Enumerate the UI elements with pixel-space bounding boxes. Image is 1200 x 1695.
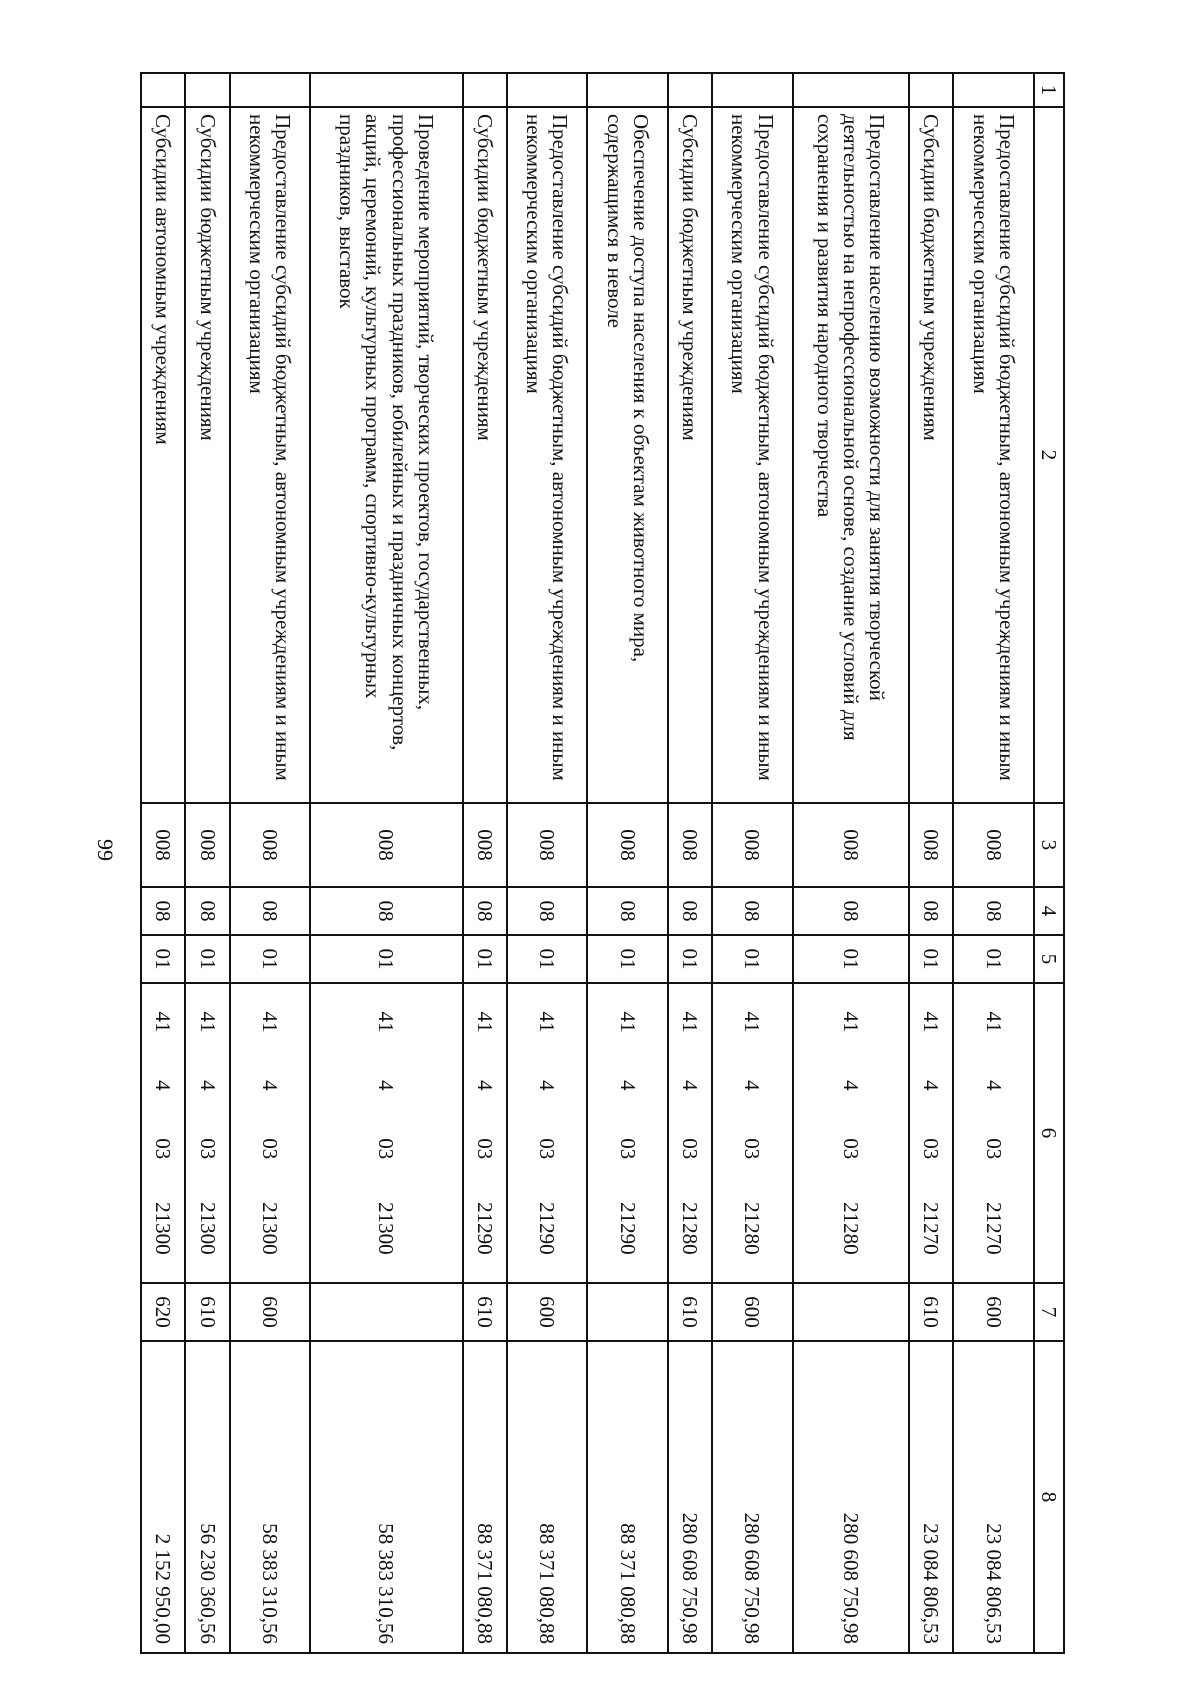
section-code: 08 [185, 887, 229, 935]
target-article-cell [793, 983, 909, 1283]
row-index-cell [185, 73, 229, 107]
expense-type-code: 600 [230, 1283, 310, 1341]
item-name: Субсидии бюджетным учреждениям [463, 107, 507, 803]
item-name: Предоставление субсидий бюджетным, автономным учреждениям и иным некоммерческим организациям [507, 107, 587, 803]
table-row [668, 73, 712, 1653]
target-article-cell [587, 983, 667, 1283]
row-index-cell [310, 73, 463, 107]
subprogram-code: 4 [615, 1080, 640, 1091]
table-row [230, 73, 310, 1653]
table-row [507, 73, 587, 1653]
expense-type-code [587, 1283, 667, 1341]
subprogram-code: 4 [919, 1080, 944, 1091]
amount: 58 383 310,56 [230, 1341, 310, 1653]
ministry-code: 008 [185, 803, 229, 887]
table-row [185, 73, 229, 1653]
item-name: Субсидии бюджетным учреждениям [668, 107, 712, 803]
event-code: 03 [678, 1138, 703, 1160]
budget-table-rotated [140, 72, 1065, 1652]
event-code: 03 [151, 1138, 176, 1160]
subsection-code: 01 [909, 935, 953, 983]
direction-code: 21270 [981, 1202, 1006, 1255]
section-code: 08 [141, 887, 185, 935]
amount: 2 152 950,00 [141, 1341, 185, 1653]
item-name: Предоставление населению возможности для занятия творческой деятельностью на непрофессиональной основе, создание условий для сохранения и развития народного творчества [793, 107, 909, 803]
program-code: 41 [535, 1011, 560, 1033]
subprogram-code: 4 [374, 1080, 399, 1091]
row-index-cell [141, 73, 185, 107]
amount: 280 608 750,98 [793, 1341, 909, 1653]
ministry-code: 008 [230, 803, 310, 887]
program-code: 41 [838, 1011, 863, 1033]
item-name: Проведение мероприятий, творческих проектов, государственных, профессиональных праздников, юбилейных и праздничных концертов, акций, церемоний, культурных программ, спортивно-культурных праздников, выставок [310, 107, 463, 803]
ministry-code: 008 [909, 803, 953, 887]
header-cell: 1 [1034, 73, 1064, 107]
subprogram-code: 4 [535, 1080, 560, 1091]
subprogram-code: 4 [258, 1080, 283, 1091]
section-code: 08 [953, 887, 1033, 935]
direction-code: 21280 [740, 1202, 765, 1255]
ministry-code: 008 [587, 803, 667, 887]
table-row [953, 73, 1033, 1653]
expense-type-code: 600 [712, 1283, 792, 1341]
subsection-code: 01 [310, 935, 463, 983]
section-code: 08 [712, 887, 792, 935]
target-article-cell [141, 983, 185, 1283]
event-code: 03 [919, 1138, 944, 1160]
subprogram-code: 4 [981, 1080, 1006, 1091]
table-row [909, 73, 953, 1653]
expense-type-code [793, 1283, 909, 1341]
page-number: 99 [93, 839, 118, 861]
row-index-cell [712, 73, 792, 107]
header-cell: 8 [1034, 1341, 1064, 1653]
section-code: 08 [507, 887, 587, 935]
row-index-cell [668, 73, 712, 107]
header-cell: 5 [1034, 935, 1064, 983]
table-row [793, 73, 909, 1653]
subprogram-code: 4 [678, 1080, 703, 1091]
ministry-code: 008 [310, 803, 463, 887]
subsection-code: 01 [141, 935, 185, 983]
item-name: Субсидии автономным учреждениям [141, 107, 185, 803]
item-name: Предоставление субсидий бюджетным, автономным учреждениям и иным некоммерческим организациям [953, 107, 1033, 803]
expense-type-code: 600 [507, 1283, 587, 1341]
ministry-code: 008 [507, 803, 587, 887]
subsection-code: 01 [668, 935, 712, 983]
subsection-code: 01 [587, 935, 667, 983]
subprogram-code: 4 [740, 1080, 765, 1091]
header-cell: 6 [1034, 983, 1064, 1283]
subsection-code: 01 [953, 935, 1033, 983]
direction-code: 21280 [678, 1202, 703, 1255]
row-index-cell [953, 73, 1033, 107]
program-code: 41 [615, 1011, 640, 1033]
program-code: 41 [919, 1011, 944, 1033]
event-code: 03 [740, 1138, 765, 1160]
event-code: 03 [615, 1138, 640, 1160]
ministry-code: 008 [141, 803, 185, 887]
program-code: 41 [981, 1011, 1006, 1033]
program-code: 41 [258, 1011, 283, 1033]
table-row [310, 73, 463, 1653]
program-code: 41 [374, 1011, 399, 1033]
subprogram-code: 4 [151, 1080, 176, 1091]
event-code: 03 [258, 1138, 283, 1160]
expense-type-code: 610 [909, 1283, 953, 1341]
event-code: 03 [472, 1138, 497, 1160]
program-code: 41 [740, 1011, 765, 1033]
expense-type-code: 600 [953, 1283, 1033, 1341]
target-article-cell [712, 983, 792, 1283]
target-article-cell [909, 983, 953, 1283]
direction-code: 21300 [374, 1202, 399, 1255]
amount: 58 383 310,56 [310, 1341, 463, 1653]
event-code: 03 [981, 1138, 1006, 1160]
direction-code: 21290 [472, 1202, 497, 1255]
expense-type-code: 610 [668, 1283, 712, 1341]
event-code: 03 [535, 1138, 560, 1160]
budget-table [140, 72, 1065, 1654]
table-row [141, 73, 185, 1653]
section-code: 08 [230, 887, 310, 935]
subsection-code: 01 [507, 935, 587, 983]
subsection-code: 01 [463, 935, 507, 983]
direction-code: 21300 [195, 1202, 220, 1255]
direction-code: 21300 [258, 1202, 283, 1255]
target-article-cell [230, 983, 310, 1283]
amount: 280 608 750,98 [668, 1341, 712, 1653]
header-row [1034, 73, 1064, 1653]
ministry-code: 008 [463, 803, 507, 887]
header-cell: 3 [1034, 803, 1064, 887]
subsection-code: 01 [712, 935, 792, 983]
item-name: Предоставление субсидий бюджетным, автономным учреждениям и иным некоммерческим организациям [230, 107, 310, 803]
row-index-cell [909, 73, 953, 107]
expense-type-code: 620 [141, 1283, 185, 1341]
program-code: 41 [151, 1011, 176, 1033]
target-article-cell [507, 983, 587, 1283]
section-code: 08 [463, 887, 507, 935]
program-code: 41 [195, 1011, 220, 1033]
event-code: 03 [195, 1138, 220, 1160]
section-code: 08 [310, 887, 463, 935]
target-article-cell [310, 983, 463, 1283]
amount: 88 371 080,88 [463, 1341, 507, 1653]
direction-code: 21270 [919, 1202, 944, 1255]
amount: 88 371 080,88 [587, 1341, 667, 1653]
row-index-cell [507, 73, 587, 107]
event-code: 03 [838, 1138, 863, 1160]
expense-type-code [310, 1283, 463, 1341]
row-index-cell [587, 73, 667, 107]
direction-code: 21290 [535, 1202, 560, 1255]
table-row [712, 73, 792, 1653]
ministry-code: 008 [793, 803, 909, 887]
item-name: Субсидии бюджетным учреждениям [185, 107, 229, 803]
ministry-code: 008 [668, 803, 712, 887]
target-article-cell [668, 983, 712, 1283]
subprogram-code: 4 [838, 1080, 863, 1091]
event-code: 03 [374, 1138, 399, 1160]
amount: 280 608 750,98 [712, 1341, 792, 1653]
amount: 23 084 806,53 [953, 1341, 1033, 1653]
header-cell: 4 [1034, 887, 1064, 935]
amount: 23 084 806,53 [909, 1341, 953, 1653]
row-index-cell [793, 73, 909, 107]
amount: 56 230 360,56 [185, 1341, 229, 1653]
table-row [463, 73, 507, 1653]
target-article-cell [463, 983, 507, 1283]
item-name: Субсидии бюджетным учреждениям [909, 107, 953, 803]
subsection-code: 01 [185, 935, 229, 983]
expense-type-code: 610 [185, 1283, 229, 1341]
program-code: 41 [678, 1011, 703, 1033]
header-cell: 7 [1034, 1283, 1064, 1341]
row-index-cell [463, 73, 507, 107]
item-name: Обеспечение доступа населения к объектам животного мира, содержащимся в неволе [587, 107, 667, 803]
target-article-cell [185, 983, 229, 1283]
subprogram-code: 4 [472, 1080, 497, 1091]
expense-type-code: 610 [463, 1283, 507, 1341]
ministry-code: 008 [712, 803, 792, 887]
section-code: 08 [793, 887, 909, 935]
section-code: 08 [909, 887, 953, 935]
subsection-code: 01 [793, 935, 909, 983]
direction-code: 21290 [615, 1202, 640, 1255]
section-code: 08 [587, 887, 667, 935]
amount: 88 371 080,88 [507, 1341, 587, 1653]
header-cell: 2 [1034, 107, 1064, 803]
target-article-cell [953, 983, 1033, 1283]
ministry-code: 008 [953, 803, 1033, 887]
subprogram-code: 4 [195, 1080, 220, 1091]
direction-code: 21300 [151, 1202, 176, 1255]
program-code: 41 [472, 1011, 497, 1033]
table-row [587, 73, 667, 1653]
row-index-cell [230, 73, 310, 107]
item-name: Предоставление субсидий бюджетным, автономным учреждениям и иным некоммерческим организациям [712, 107, 792, 803]
direction-code: 21280 [838, 1202, 863, 1255]
subsection-code: 01 [230, 935, 310, 983]
section-code: 08 [668, 887, 712, 935]
